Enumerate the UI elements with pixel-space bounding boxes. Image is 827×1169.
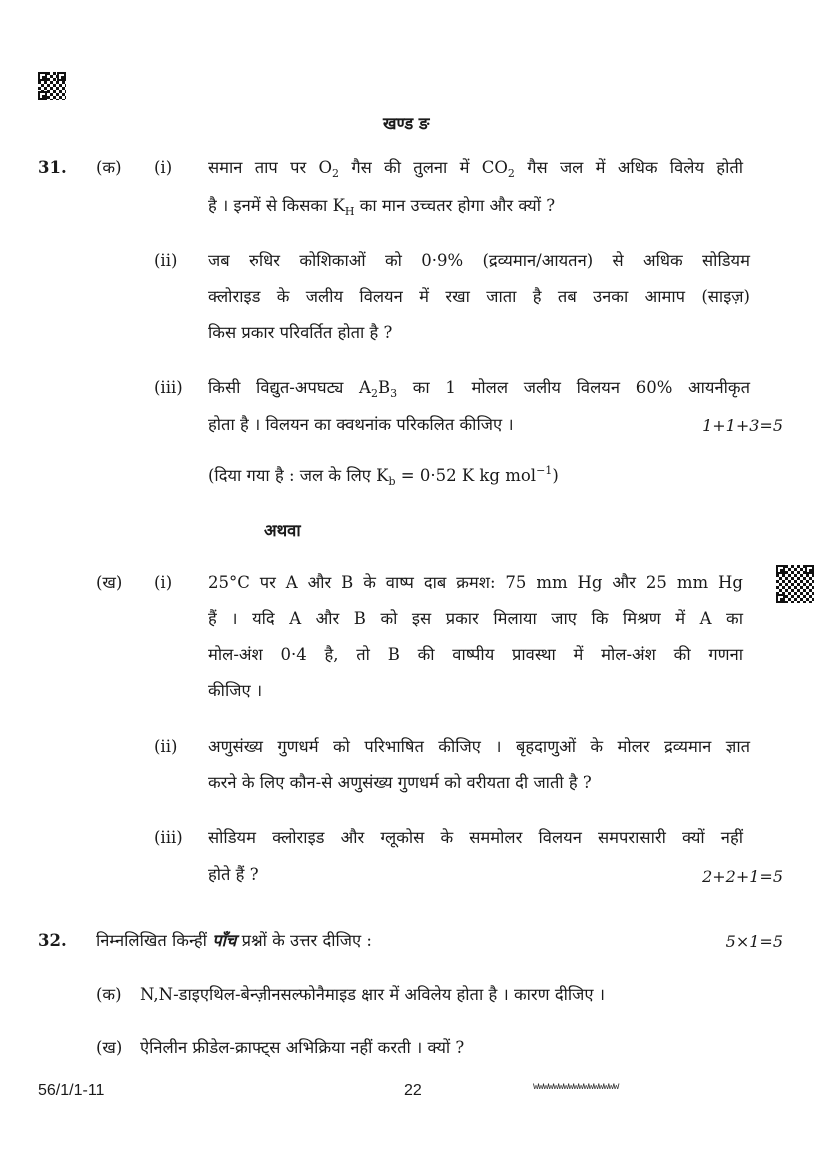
q31-b-i-line3: मोल-अंश 0·4 है, तो B की वाष्पीय प्रावस्था में मोल-अंश की गणना (208, 645, 743, 664)
question-number-31: 31. (38, 158, 67, 177)
q31-b-ii-line1: अणुसंख्य गुणधर्म को परिभाषित कीजिए । बृहदाणुओं के मोलर द्रव्यमान ज्ञात (208, 737, 750, 756)
wavy-line-decoration: wwwwwwwwwwwwwwwww (533, 1081, 619, 1092)
q32-b-text: ऐनिलीन फ्रीडेल-क्राफ्ट्स अभिक्रिया नहीं करती । क्यों ? (140, 1038, 465, 1057)
marks-31b: 2+2+1=5 (702, 867, 783, 886)
q31-a-iii-line2: होता है । विलयन का क्वथनांक परिकलित कीजिए । (208, 415, 514, 434)
q31-a-i-line2: है । इनमें से किसका $K_H$ का मान उच्चतर होगा और क्यों ? (208, 196, 556, 218)
q31-a-iii-given: (दिया गया है : जल के लिए $K_b = 0\cdot 52$ K kg mol$^{-1}$) (208, 464, 559, 488)
page-number: 22 (404, 1082, 422, 1099)
subpart-label-b-i: (i) (154, 573, 173, 592)
part-b-label: (ख) (96, 573, 123, 592)
or-divider-label: अथवा (264, 521, 301, 540)
section-title: खण्ड ङ (383, 114, 430, 133)
q31-a-i-line1: समान ताप पर $O_2$ गैस की तुलना में $CO_2$ गैस जल में अधिक विलेय होती (208, 158, 744, 180)
marks-31a: 1+1+3=5 (702, 416, 783, 435)
subpart-label-a-iii: (iii) (154, 378, 183, 397)
paper-code: 56/1/1-11 (38, 1082, 105, 1099)
q31-b-i-line4: कीजिए । (208, 681, 263, 700)
q31-b-iii-line2: होते हैं ? (208, 865, 259, 884)
part-a-label: (क) (96, 158, 122, 177)
qr-code-right (776, 565, 814, 603)
subpart-label-a-i: (i) (154, 158, 173, 177)
subpart-label-b-ii: (ii) (154, 737, 178, 756)
q31-b-iii-line1: सोडियम क्लोराइड और ग्लूकोस के सममोलर विलयन समपरासारी क्यों नहीं (208, 828, 743, 847)
q31-b-i-line1: 25°C पर A और B के वाष्प दाब क्रमश: 75 mm Hg और 25 mm Hg (208, 573, 743, 592)
q32-b-label: (ख) (96, 1038, 123, 1057)
marks-32: 5×1=5 (725, 932, 783, 951)
qr-code-top-left (38, 72, 66, 100)
q32-intro: निम्नलिखित किन्हीं पाँच प्रश्नों के उत्तर दीजिए : (96, 931, 372, 950)
q31-b-i-line2: हैं । यदि A और B को इस प्रकार मिलाया जाए कि मिश्रण में A का (208, 609, 743, 628)
q31-a-ii-line2: क्लोराइड के जलीय विलयन में रखा जाता है तब उनका आमाप (साइज़) (208, 287, 750, 306)
q31-a-ii-line1: जब रुधिर कोशिकाओं को 0·9% (द्रव्यमान/आयतन) से अधिक सोडियम (208, 251, 750, 270)
question-number-32: 32. (38, 931, 67, 950)
subpart-label-b-iii: (iii) (154, 828, 183, 847)
q32-a-label: (क) (96, 985, 122, 1004)
subpart-label-a-ii: (ii) (154, 251, 178, 270)
q31-a-ii-line3: किस प्रकार परिवर्तित होता है ? (208, 323, 393, 342)
q31-b-ii-line2: करने के लिए कौन-से अणुसंख्य गुणधर्म को वरीयता दी जाती है ? (208, 773, 592, 792)
q32-a-text: N,N-डाइएथिल-बेन्ज़ीनसल्फोनैमाइड क्षार में अविलेय होता है । कारण दीजिए । (140, 985, 606, 1004)
q31-a-iii-line1: किसी विद्युत-अपघट्य $A_2B_3$ का 1 मोलल जलीय विलयन 60% आयनीकृत (208, 378, 750, 400)
